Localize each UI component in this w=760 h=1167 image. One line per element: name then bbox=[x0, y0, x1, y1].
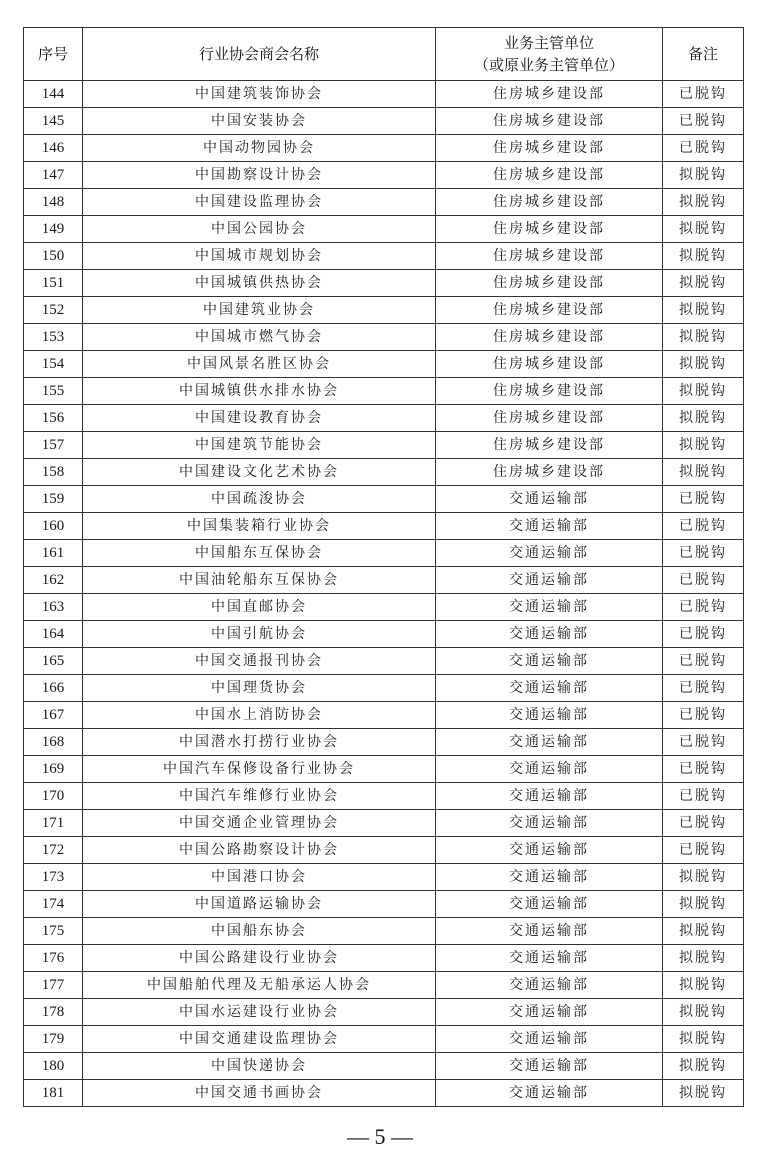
supervising-unit: 交通运输部 bbox=[436, 783, 663, 810]
association-name: 中国建设监理协会 bbox=[83, 189, 436, 216]
table-row bbox=[24, 648, 744, 675]
supervising-unit: 交通运输部 bbox=[436, 972, 663, 999]
header-unit-line1: 业务主管单位 bbox=[503, 34, 594, 52]
table-row bbox=[24, 594, 744, 621]
table-row bbox=[24, 243, 744, 270]
table-row bbox=[24, 81, 744, 108]
table-row bbox=[24, 513, 744, 540]
supervising-unit: 交通运输部 bbox=[436, 567, 663, 594]
status-note: 拟脱钩 bbox=[663, 972, 744, 999]
supervising-unit: 住房城乡建设部 bbox=[436, 189, 663, 216]
supervising-unit: 住房城乡建设部 bbox=[436, 297, 663, 324]
association-name: 中国公路勘察设计协会 bbox=[83, 837, 436, 864]
status-note: 拟脱钩 bbox=[663, 324, 744, 351]
supervising-unit: 住房城乡建设部 bbox=[436, 216, 663, 243]
association-name: 中国建筑节能协会 bbox=[83, 432, 436, 459]
association-name: 中国安装协会 bbox=[83, 108, 436, 135]
table-row bbox=[24, 1080, 744, 1107]
row-number: 164 bbox=[24, 621, 83, 648]
supervising-unit: 交通运输部 bbox=[436, 1080, 663, 1107]
status-note: 拟脱钩 bbox=[663, 891, 744, 918]
association-table-container bbox=[23, 27, 743, 1107]
supervising-unit: 住房城乡建设部 bbox=[436, 243, 663, 270]
row-number: 168 bbox=[24, 729, 83, 756]
row-number: 167 bbox=[24, 702, 83, 729]
status-note: 拟脱钩 bbox=[663, 270, 744, 297]
table-row bbox=[24, 864, 744, 891]
row-number: 166 bbox=[24, 675, 83, 702]
supervising-unit: 交通运输部 bbox=[436, 1026, 663, 1053]
status-note: 已脱钩 bbox=[663, 81, 744, 108]
association-name: 中国港口协会 bbox=[83, 864, 436, 891]
status-note: 已脱钩 bbox=[663, 783, 744, 810]
table-row bbox=[24, 756, 744, 783]
supervising-unit: 住房城乡建设部 bbox=[436, 108, 663, 135]
table-row bbox=[24, 378, 744, 405]
status-note: 已脱钩 bbox=[663, 810, 744, 837]
association-name: 中国动物园协会 bbox=[83, 135, 436, 162]
row-number: 170 bbox=[24, 783, 83, 810]
row-number: 155 bbox=[24, 378, 83, 405]
supervising-unit: 交通运输部 bbox=[436, 513, 663, 540]
row-number: 171 bbox=[24, 810, 83, 837]
table-row bbox=[24, 108, 744, 135]
supervising-unit: 交通运输部 bbox=[436, 945, 663, 972]
status-note: 已脱钩 bbox=[663, 135, 744, 162]
row-number: 149 bbox=[24, 216, 83, 243]
status-note: 拟脱钩 bbox=[663, 216, 744, 243]
row-number: 159 bbox=[24, 486, 83, 513]
status-note: 已脱钩 bbox=[663, 621, 744, 648]
status-note: 已脱钩 bbox=[663, 675, 744, 702]
association-name: 中国汽车保修设备行业协会 bbox=[83, 756, 436, 783]
association-name: 中国油轮船东互保协会 bbox=[83, 567, 436, 594]
status-note: 已脱钩 bbox=[663, 486, 744, 513]
supervising-unit: 交通运输部 bbox=[436, 675, 663, 702]
table-header-row bbox=[24, 28, 744, 81]
table-row bbox=[24, 621, 744, 648]
table-row bbox=[24, 1026, 744, 1053]
table-row bbox=[24, 162, 744, 189]
status-note: 拟脱钩 bbox=[663, 405, 744, 432]
supervising-unit: 交通运输部 bbox=[436, 864, 663, 891]
status-note: 已脱钩 bbox=[663, 702, 744, 729]
association-name: 中国风景名胜区协会 bbox=[83, 351, 436, 378]
supervising-unit: 交通运输部 bbox=[436, 594, 663, 621]
supervising-unit: 交通运输部 bbox=[436, 810, 663, 837]
table-row bbox=[24, 999, 744, 1026]
association-name: 中国建设教育协会 bbox=[83, 405, 436, 432]
status-note: 拟脱钩 bbox=[663, 918, 744, 945]
table-row bbox=[24, 945, 744, 972]
association-name: 中国水运建设行业协会 bbox=[83, 999, 436, 1026]
table-row bbox=[24, 783, 744, 810]
status-note: 已脱钩 bbox=[663, 567, 744, 594]
table-row bbox=[24, 405, 744, 432]
row-number: 150 bbox=[24, 243, 83, 270]
row-number: 175 bbox=[24, 918, 83, 945]
table-row bbox=[24, 216, 744, 243]
supervising-unit: 交通运输部 bbox=[436, 891, 663, 918]
supervising-unit: 交通运输部 bbox=[436, 729, 663, 756]
association-name: 中国船东互保协会 bbox=[83, 540, 436, 567]
row-number: 145 bbox=[24, 108, 83, 135]
row-number: 144 bbox=[24, 81, 83, 108]
table-row bbox=[24, 486, 744, 513]
association-name: 中国直邮协会 bbox=[83, 594, 436, 621]
supervising-unit: 住房城乡建设部 bbox=[436, 459, 663, 486]
row-number: 147 bbox=[24, 162, 83, 189]
table-row bbox=[24, 918, 744, 945]
association-name: 中国交通企业管理协会 bbox=[83, 810, 436, 837]
header-name: 行业协会商会名称 bbox=[83, 28, 436, 81]
status-note: 拟脱钩 bbox=[663, 864, 744, 891]
row-number: 181 bbox=[24, 1080, 83, 1107]
supervising-unit: 交通运输部 bbox=[436, 1053, 663, 1080]
table-row bbox=[24, 972, 744, 999]
row-number: 160 bbox=[24, 513, 83, 540]
supervising-unit: 交通运输部 bbox=[436, 756, 663, 783]
header-number: 序号 bbox=[24, 28, 83, 81]
association-name: 中国潜水打捞行业协会 bbox=[83, 729, 436, 756]
status-note: 拟脱钩 bbox=[663, 999, 744, 1026]
row-number: 151 bbox=[24, 270, 83, 297]
status-note: 已脱钩 bbox=[663, 837, 744, 864]
row-number: 162 bbox=[24, 567, 83, 594]
association-table bbox=[23, 27, 744, 1107]
row-number: 158 bbox=[24, 459, 83, 486]
row-number: 176 bbox=[24, 945, 83, 972]
row-number: 180 bbox=[24, 1053, 83, 1080]
table-row bbox=[24, 1053, 744, 1080]
row-number: 152 bbox=[24, 297, 83, 324]
table-body bbox=[24, 81, 744, 1107]
table-row bbox=[24, 891, 744, 918]
status-note: 已脱钩 bbox=[663, 729, 744, 756]
table-row bbox=[24, 297, 744, 324]
association-name: 中国交通报刊协会 bbox=[83, 648, 436, 675]
supervising-unit: 交通运输部 bbox=[436, 540, 663, 567]
supervising-unit: 住房城乡建设部 bbox=[436, 162, 663, 189]
supervising-unit: 住房城乡建设部 bbox=[436, 351, 663, 378]
status-note: 已脱钩 bbox=[663, 108, 744, 135]
row-number: 148 bbox=[24, 189, 83, 216]
status-note: 拟脱钩 bbox=[663, 243, 744, 270]
table-row bbox=[24, 675, 744, 702]
table-row bbox=[24, 702, 744, 729]
supervising-unit: 交通运输部 bbox=[436, 486, 663, 513]
supervising-unit: 交通运输部 bbox=[436, 918, 663, 945]
association-name: 中国勘察设计协会 bbox=[83, 162, 436, 189]
association-name: 中国交通书画协会 bbox=[83, 1080, 436, 1107]
row-number: 154 bbox=[24, 351, 83, 378]
table-row bbox=[24, 459, 744, 486]
status-note: 拟脱钩 bbox=[663, 1026, 744, 1053]
status-note: 拟脱钩 bbox=[663, 459, 744, 486]
association-name: 中国建筑装饰协会 bbox=[83, 81, 436, 108]
supervising-unit: 住房城乡建设部 bbox=[436, 378, 663, 405]
association-name: 中国交通建设监理协会 bbox=[83, 1026, 436, 1053]
table-row bbox=[24, 189, 744, 216]
status-note: 已脱钩 bbox=[663, 540, 744, 567]
row-number: 163 bbox=[24, 594, 83, 621]
table-row bbox=[24, 810, 744, 837]
row-number: 156 bbox=[24, 405, 83, 432]
page-number: — 5 — bbox=[347, 1124, 413, 1149]
row-number: 173 bbox=[24, 864, 83, 891]
row-number: 172 bbox=[24, 837, 83, 864]
association-name: 中国道路运输协会 bbox=[83, 891, 436, 918]
supervising-unit: 交通运输部 bbox=[436, 837, 663, 864]
association-name: 中国船舶代理及无船承运人协会 bbox=[83, 972, 436, 999]
table-row bbox=[24, 135, 744, 162]
row-number: 157 bbox=[24, 432, 83, 459]
status-note: 拟脱钩 bbox=[663, 945, 744, 972]
table-row bbox=[24, 270, 744, 297]
table-row bbox=[24, 432, 744, 459]
supervising-unit: 交通运输部 bbox=[436, 702, 663, 729]
association-name: 中国船东协会 bbox=[83, 918, 436, 945]
association-name: 中国引航协会 bbox=[83, 621, 436, 648]
row-number: 165 bbox=[24, 648, 83, 675]
table-row bbox=[24, 729, 744, 756]
supervising-unit: 交通运输部 bbox=[436, 999, 663, 1026]
status-note: 已脱钩 bbox=[663, 513, 744, 540]
supervising-unit: 住房城乡建设部 bbox=[436, 405, 663, 432]
row-number: 161 bbox=[24, 540, 83, 567]
status-note: 已脱钩 bbox=[663, 756, 744, 783]
row-number: 174 bbox=[24, 891, 83, 918]
status-note: 拟脱钩 bbox=[663, 351, 744, 378]
status-note: 拟脱钩 bbox=[663, 378, 744, 405]
table-row bbox=[24, 567, 744, 594]
supervising-unit: 交通运输部 bbox=[436, 621, 663, 648]
status-note: 拟脱钩 bbox=[663, 162, 744, 189]
row-number: 169 bbox=[24, 756, 83, 783]
supervising-unit: 住房城乡建设部 bbox=[436, 432, 663, 459]
status-note: 已脱钩 bbox=[663, 648, 744, 675]
association-name: 中国建设文化艺术协会 bbox=[83, 459, 436, 486]
status-note: 已脱钩 bbox=[663, 594, 744, 621]
association-name: 中国城镇供热协会 bbox=[83, 270, 436, 297]
header-unit bbox=[436, 28, 663, 81]
association-name: 中国公路建设行业协会 bbox=[83, 945, 436, 972]
association-name: 中国公园协会 bbox=[83, 216, 436, 243]
row-number: 177 bbox=[24, 972, 83, 999]
status-note: 拟脱钩 bbox=[663, 1080, 744, 1107]
status-note: 拟脱钩 bbox=[663, 432, 744, 459]
status-note: 拟脱钩 bbox=[663, 189, 744, 216]
table-row bbox=[24, 351, 744, 378]
table-row bbox=[24, 324, 744, 351]
supervising-unit: 住房城乡建设部 bbox=[436, 270, 663, 297]
association-name: 中国理货协会 bbox=[83, 675, 436, 702]
association-name: 中国疏浚协会 bbox=[83, 486, 436, 513]
association-name: 中国集装箱行业协会 bbox=[83, 513, 436, 540]
header-note: 备注 bbox=[663, 28, 744, 81]
table-row bbox=[24, 837, 744, 864]
association-name: 中国快递协会 bbox=[83, 1053, 436, 1080]
supervising-unit: 住房城乡建设部 bbox=[436, 324, 663, 351]
supervising-unit: 住房城乡建设部 bbox=[436, 81, 663, 108]
association-name: 中国水上消防协会 bbox=[83, 702, 436, 729]
association-name: 中国建筑业协会 bbox=[83, 297, 436, 324]
supervising-unit: 交通运输部 bbox=[436, 648, 663, 675]
table-row bbox=[24, 540, 744, 567]
row-number: 179 bbox=[24, 1026, 83, 1053]
association-name: 中国城市规划协会 bbox=[83, 243, 436, 270]
status-note: 拟脱钩 bbox=[663, 297, 744, 324]
association-name: 中国城市燃气协会 bbox=[83, 324, 436, 351]
header-unit-line2: （或原业务主管单位） bbox=[473, 56, 624, 74]
row-number: 153 bbox=[24, 324, 83, 351]
association-name: 中国城镇供水排水协会 bbox=[83, 378, 436, 405]
row-number: 146 bbox=[24, 135, 83, 162]
supervising-unit: 住房城乡建设部 bbox=[436, 135, 663, 162]
status-note: 拟脱钩 bbox=[663, 1053, 744, 1080]
association-name: 中国汽车维修行业协会 bbox=[83, 783, 436, 810]
row-number: 178 bbox=[24, 999, 83, 1026]
